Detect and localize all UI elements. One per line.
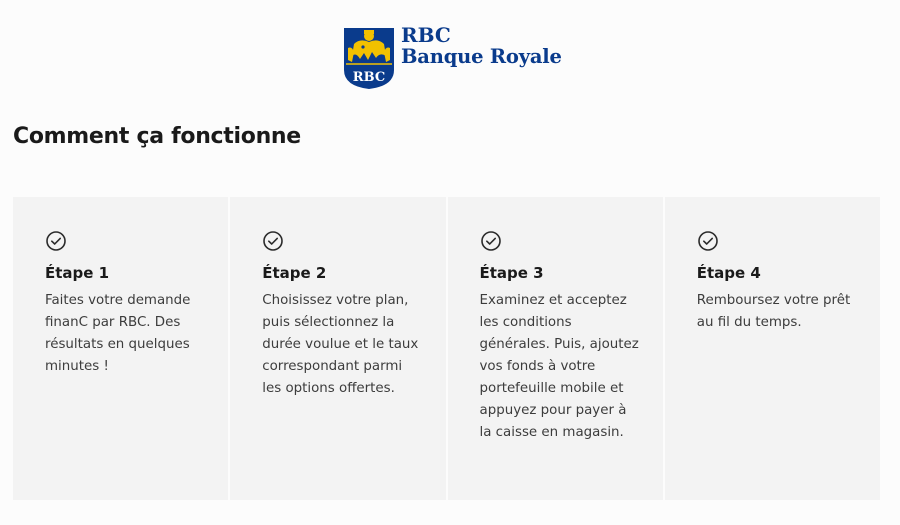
step-title: Étape 3 bbox=[479, 264, 544, 282]
step-card-3 bbox=[448, 197, 663, 500]
check-circle-icon bbox=[262, 230, 284, 252]
step-title: Étape 1 bbox=[45, 264, 110, 282]
rbc-logo[interactable] bbox=[342, 23, 562, 90]
step-title: Étape 2 bbox=[262, 264, 327, 282]
step-description: Choisissez votre plan, puis sélectionnez la durée voulue et le taux correspondant parmi les options offertes. bbox=[262, 293, 419, 396]
step-card-1 bbox=[13, 197, 228, 500]
steps-grid bbox=[13, 197, 880, 500]
brand-name: RBC bbox=[401, 23, 451, 47]
brand-wordmark bbox=[401, 25, 562, 67]
step-description: Faites votre demande finanC par RBC. Des résultats en quelques minutes ! bbox=[45, 293, 191, 374]
check-circle-icon bbox=[697, 230, 719, 252]
brand-subtitle: Banque Royale bbox=[401, 45, 562, 68]
step-card-4 bbox=[665, 197, 880, 500]
page-title: Comment ça fonctionne bbox=[13, 124, 301, 149]
check-circle-icon bbox=[45, 230, 67, 252]
step-card-2 bbox=[230, 197, 445, 500]
logo-shield-text: RBC bbox=[352, 70, 386, 85]
rbc-lion-shield-icon bbox=[342, 26, 396, 90]
step-description: Remboursez votre prêt au fil du temps. bbox=[696, 293, 851, 330]
check-circle-icon bbox=[480, 230, 502, 252]
step-description: Examinez et acceptez les conditions générales. Puis, ajoutez vos fonds à votre portefeuille mobile et appuyez pour payer à la caisse en magasin. bbox=[479, 293, 639, 440]
step-title: Étape 4 bbox=[696, 264, 761, 282]
